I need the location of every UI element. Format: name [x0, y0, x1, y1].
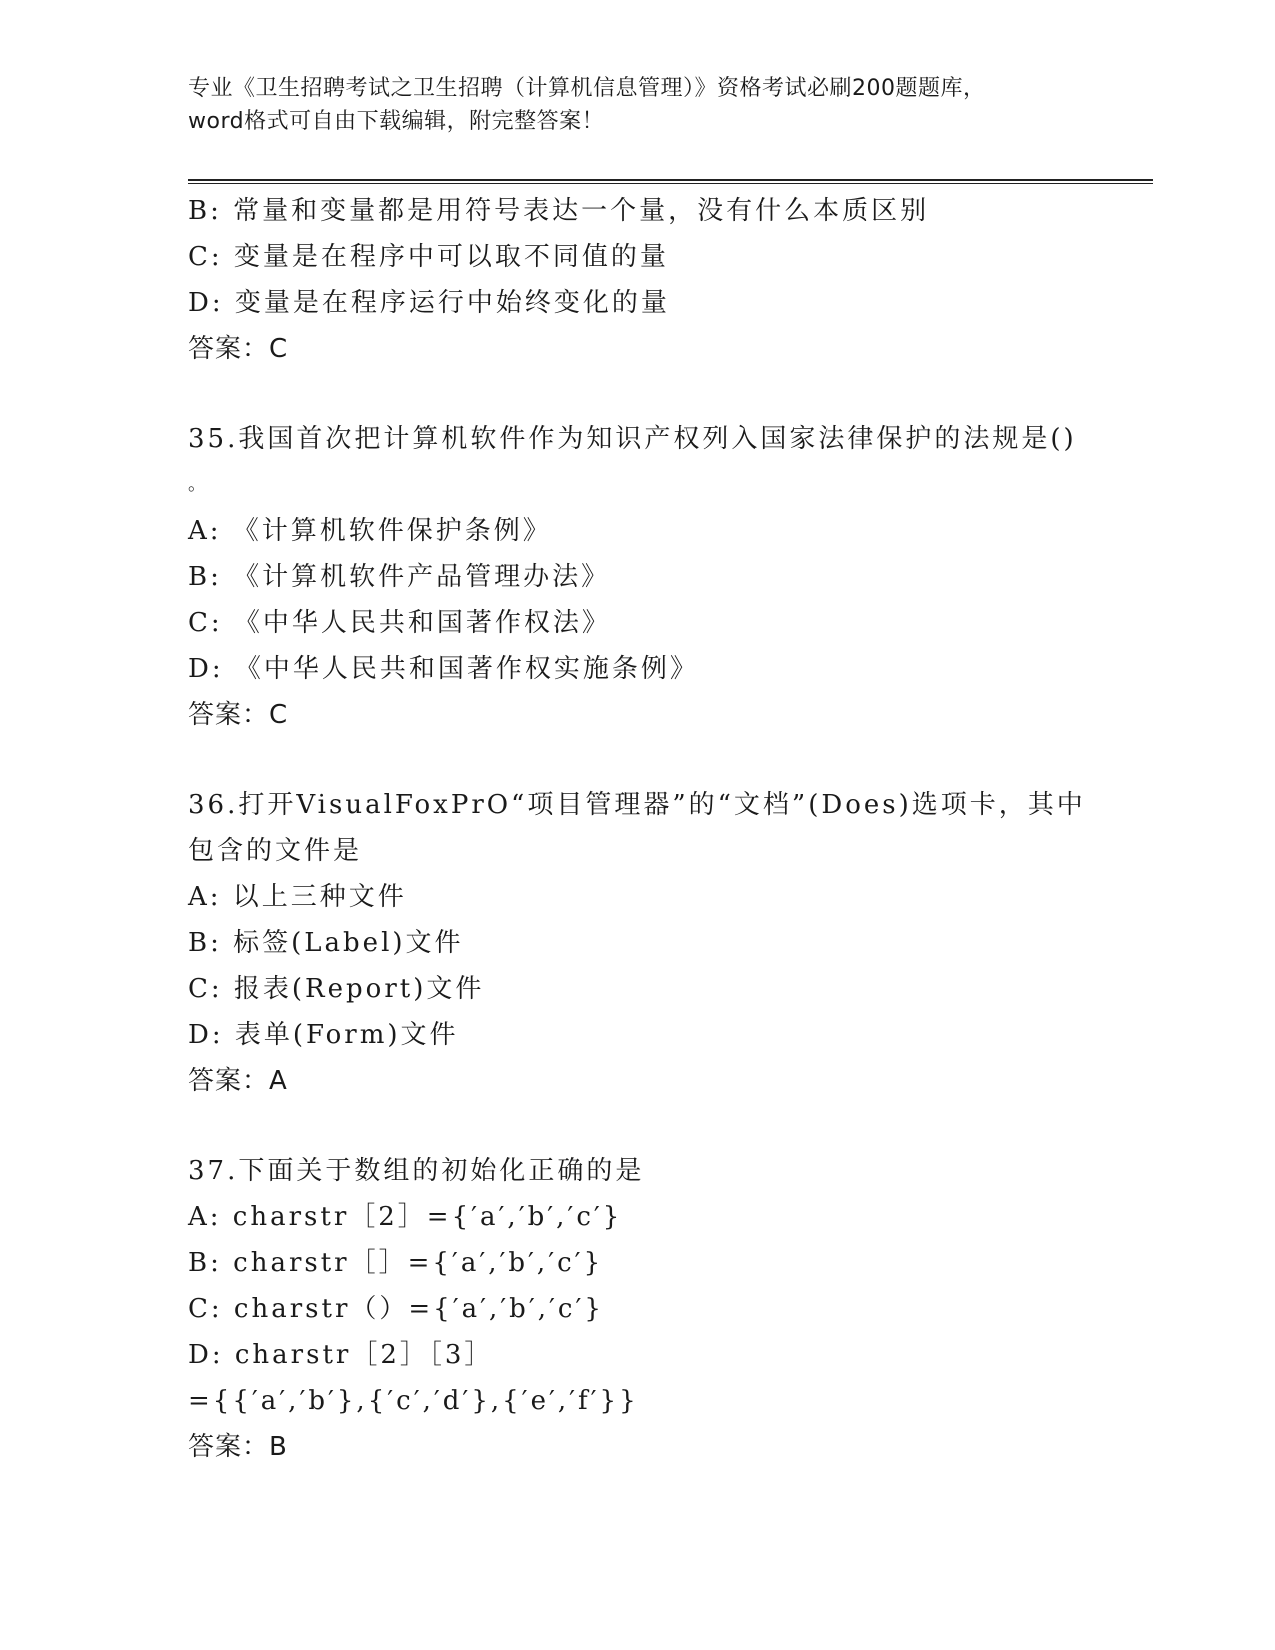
spacer — [188, 1104, 1088, 1148]
page-header — [188, 72, 1088, 138]
option-b: B: 标签(Label)文件 — [188, 928, 464, 958]
question-stem-continued: 。 — [188, 474, 209, 495]
question-stem: 37.下面关于数组的初始化正确的是 — [188, 1156, 645, 1186]
option-c: C: 变量是在程序中可以取不同值的量 — [188, 242, 669, 272]
option-a: A: 《计算机软件保护条例》 — [188, 516, 552, 546]
option-c: C: 《中华人民共和国著作权法》 — [188, 608, 611, 638]
answer: 答案：C — [188, 700, 289, 730]
header-line-2: word格式可自由下载编辑，附完整答案！ — [188, 109, 605, 134]
question-stem: 36.打开VisualFoxPrO“项目管理器”的“文档”(Does)选项卡，其中 — [188, 790, 1086, 820]
option-a: A: 以上三种文件 — [188, 882, 407, 912]
option-c: C: charstr（）={′a′,′b′,′c′} — [188, 1294, 604, 1324]
spacer — [188, 738, 1088, 782]
question-34-tail — [188, 188, 1088, 372]
option-a: A: charstr［2］={′a′,′b′,′c′} — [188, 1202, 623, 1232]
header-divider — [188, 179, 1153, 184]
option-d: D: 表单(Form)文件 — [188, 1020, 459, 1050]
answer: 答案：B — [188, 1432, 288, 1462]
question-stem-continued: 包含的文件是 — [188, 836, 363, 866]
option-d: D: 《中华人民共和国著作权实施条例》 — [188, 654, 699, 684]
question-36 — [188, 782, 1088, 1104]
question-stem: 35.我国首次把计算机软件作为知识产权列入国家法律保护的法规是() — [188, 424, 1077, 454]
header-line-1: 专业《卫生招聘考试之卫生招聘（计算机信息管理）》资格考试必刷200题题库， — [188, 76, 986, 101]
option-d: D: 变量是在程序运行中始终变化的量 — [188, 288, 670, 318]
option-b: B: 常量和变量都是用符号表达一个量，没有什么本质区别 — [188, 196, 930, 226]
answer: 答案：C — [188, 334, 289, 364]
question-37 — [188, 1148, 1088, 1470]
document-body — [188, 188, 1088, 1470]
option-b: B: charstr［］={′a′,′b′,′c′} — [188, 1248, 604, 1278]
spacer — [188, 372, 1088, 416]
option-d-continued: ={{′a′,′b′},{′c′,′d′},{′e′,′f′}} — [188, 1386, 639, 1416]
option-b: B: 《计算机软件产品管理办法》 — [188, 562, 611, 592]
option-d: D: charstr［2］［3］ — [188, 1340, 494, 1370]
question-35 — [188, 416, 1088, 738]
answer: 答案：A — [188, 1066, 288, 1096]
option-c: C: 报表(Report)文件 — [188, 974, 485, 1004]
